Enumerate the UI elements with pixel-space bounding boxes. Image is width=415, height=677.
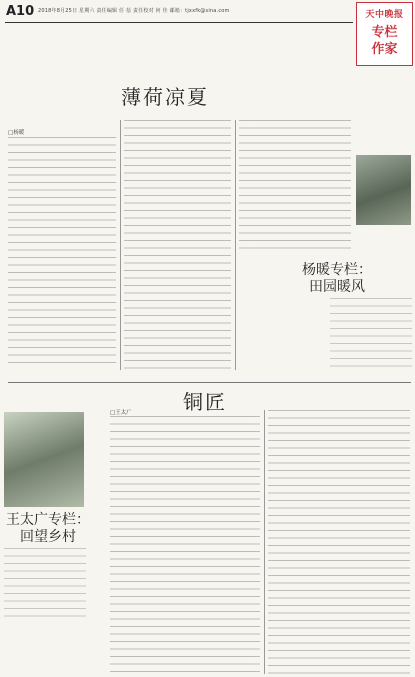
columnist1-name-line2: 田园暖风 <box>309 279 365 295</box>
article1-col-2 <box>124 120 231 370</box>
columnist1-photo <box>356 155 411 225</box>
page-meta: 2018年8月25日 星期六 责任编辑 任 蓓 责任校对 何 佳 邮箱：tjxxfk@sina.com <box>38 8 230 14</box>
article1-title: 薄荷凉夏 <box>121 85 209 109</box>
article2-col-2 <box>268 410 410 674</box>
columnist2-name <box>4 512 92 546</box>
newspaper-name: 天中晚报 <box>365 10 404 20</box>
columnist2-photo <box>4 412 84 507</box>
column-divider <box>235 120 236 370</box>
columnist2-bio <box>4 548 86 620</box>
logo-line-2: 作家 <box>371 42 398 57</box>
column-divider <box>264 410 265 674</box>
column-divider <box>120 120 121 370</box>
section-divider <box>8 382 411 383</box>
article1-col-3 <box>239 120 351 255</box>
columnist2-name-line2: 回望乡村 <box>20 529 76 545</box>
columnist1-bio <box>330 298 412 368</box>
article1-byline: □杨暖 <box>8 130 25 136</box>
page-number: A10 <box>6 4 35 19</box>
logo-line-1: 专栏 <box>371 25 398 40</box>
columnist1-name-line1: 杨暖专栏： <box>302 262 372 278</box>
article2-col-1 <box>110 416 260 674</box>
columnist2-name-line1: 王太广专栏： <box>6 512 90 528</box>
article2-byline: □王太广 <box>110 410 132 416</box>
article2-title: 铜匠 <box>183 390 227 414</box>
column-logo <box>356 2 413 66</box>
article1-col-1 <box>8 137 116 369</box>
header-rule <box>5 22 353 23</box>
columnist1-name <box>292 262 382 296</box>
